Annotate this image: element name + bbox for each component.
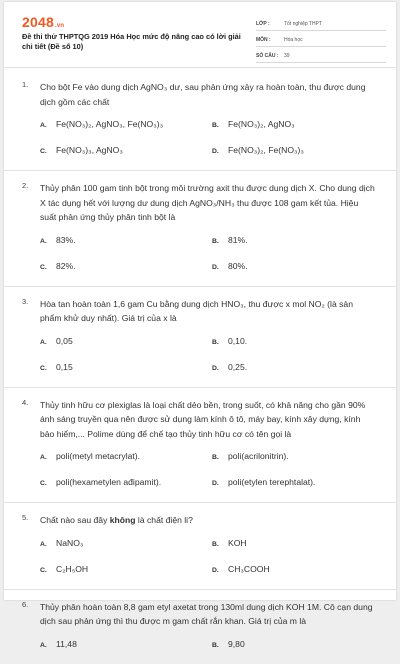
answer-options (40, 537, 376, 589)
option-letter: B. (212, 237, 219, 245)
option-text: CH₃COOH (228, 563, 270, 574)
meta-value: Hóa học (284, 36, 303, 43)
option-letter: B. (212, 641, 219, 649)
option-a[interactable] (40, 234, 208, 248)
meta-row-subject (256, 33, 386, 47)
option-letter: D. (212, 566, 219, 574)
question-4 (4, 398, 396, 503)
option-text: C₂H₅OH (56, 563, 89, 574)
question-text-after: là chất điện li? (135, 515, 193, 525)
option-a[interactable] (40, 537, 208, 551)
exam-title: Đề thi thử THPTQG 2019 Hóa Học mức độ nâng cao có lời giải chi tiết (Đề số 10) (22, 32, 241, 51)
option-letter: D. (212, 364, 219, 372)
question-text (40, 513, 376, 528)
exam-header (4, 2, 396, 64)
option-text: poli(hexametylen ađipamit). (56, 477, 162, 487)
option-letter: A. (40, 237, 47, 245)
question-divider (4, 589, 396, 590)
option-letter: A. (40, 122, 47, 129)
option-b[interactable] (208, 234, 376, 248)
question-number: 4. (22, 397, 29, 407)
meta-key: MÔN : (256, 36, 271, 43)
exam-meta (256, 17, 386, 65)
question-list (4, 80, 396, 664)
question-number: 3. (22, 296, 29, 306)
question-divider (4, 387, 396, 388)
option-text: 0,15 (56, 361, 73, 372)
option-b[interactable] (208, 335, 376, 349)
question-text: Thủy phân 100 gam tinh bột trong môi trường axit thu được dung dịch X. Cho dung dịch X tác dụng hết với lượng dư dung dịch AgNO₃/NH₃ thu được 108 gam kết tủa. Hiệu suất phản ứng thủy phân tinh bột là (40, 183, 375, 222)
option-c[interactable] (40, 144, 208, 158)
option-text: 11,48 (56, 638, 77, 649)
question-text-emphasis: không (109, 515, 136, 525)
meta-key: SỐ CÂU : (256, 52, 279, 59)
option-letter: A. (40, 338, 47, 346)
option-text: Fe(NO₃)₂, AgNO₃ (228, 119, 295, 129)
option-letter: D. (212, 263, 219, 271)
question-text: Cho bột Fe vào dung dịch AgNO₃ dư, sau phản ứng xảy ra hoàn toàn, thu được dung dịch gồm các chất (40, 82, 366, 107)
option-letter: B. (212, 338, 219, 346)
option-c[interactable] (40, 563, 208, 577)
option-text: 0,10. (228, 335, 248, 346)
option-d[interactable] (208, 361, 376, 375)
option-letter: C. (40, 566, 47, 574)
option-text: 81%. (228, 234, 248, 245)
option-d[interactable] (208, 563, 376, 577)
option-text: Fe(NO₃)₃, AgNO₃ (56, 145, 123, 155)
option-c[interactable] (40, 476, 208, 490)
question-text: Thủy phân hoàn toàn 8,8 gam etyl axetat trong 130ml dung dịch KOH 1M. Cô cạn dung dịch sau phản ứng thì thu được m gam chất rắn khan. Giá trị của m là (40, 601, 373, 626)
option-text: 83%. (56, 234, 76, 245)
option-a[interactable] (40, 335, 208, 349)
option-text: 0,25. (228, 361, 248, 372)
option-letter: A. (40, 454, 47, 461)
question-2 (4, 181, 396, 286)
answer-options (40, 335, 376, 387)
option-text: 80%. (228, 260, 248, 271)
question-divider (4, 286, 396, 287)
logo-brand: 2048 (22, 14, 54, 30)
question-number: 6. (22, 599, 29, 609)
option-text: 9,80 (228, 638, 245, 649)
option-a[interactable] (40, 118, 208, 132)
option-text: 82%. (56, 260, 76, 271)
question-divider (4, 502, 396, 503)
option-b[interactable] (208, 537, 376, 551)
question-number: 5. (22, 513, 29, 522)
option-text: 0,05 (56, 335, 73, 346)
option-a[interactable] (40, 450, 208, 464)
option-b[interactable] (208, 450, 376, 464)
meta-row-count (256, 49, 386, 63)
option-letter: A. (40, 641, 47, 649)
question-5 (4, 513, 396, 589)
option-c[interactable] (40, 260, 208, 274)
option-text: KOH (228, 537, 247, 548)
option-a[interactable] (40, 638, 208, 652)
option-letter: C. (40, 364, 47, 372)
option-d[interactable] (208, 476, 376, 490)
question-3 (4, 297, 396, 387)
question-number: 1. (22, 80, 29, 89)
option-letter: B. (212, 122, 219, 129)
option-letter: C. (40, 148, 47, 155)
option-letter: C. (40, 263, 47, 271)
option-text: poli(acrilonitrin). (228, 451, 289, 461)
option-text: Fe(NO₃)₂, Fe(NO₃)₃ (228, 145, 304, 155)
meta-value: 39 (284, 52, 290, 59)
question-text-before: Chất nào sau đây (40, 515, 110, 525)
option-letter: D. (212, 480, 219, 487)
exam-page (4, 2, 396, 649)
option-d[interactable] (208, 260, 376, 274)
option-text: poli(etylen terephtalat). (228, 477, 316, 487)
question-1 (4, 80, 396, 170)
option-text: NaNO₃ (56, 537, 84, 548)
meta-row-class (256, 17, 386, 31)
option-letter: B. (212, 454, 219, 461)
answer-options (40, 638, 376, 664)
meta-value: Tốt nghiệp THPT (284, 20, 322, 27)
header-divider (4, 67, 396, 68)
question-6 (4, 600, 396, 664)
option-letter: C. (40, 480, 47, 487)
answer-options (40, 118, 376, 170)
option-b[interactable] (208, 638, 376, 652)
answer-options (40, 234, 376, 286)
option-letter: B. (212, 540, 219, 548)
logo-suffix: .vn (54, 23, 65, 29)
question-text: Thủy tinh hữu cơ plexiglas là loại chất dẻo bền, trong suốt, có khả năng cho gần 90% ánh sáng truyền qua nên được sử dụng làm kính ô tô, máy bay, kính xây dựng, kính bảo hiểm,... Polime dùng để chế tạo thủy tinh hữu cơ có tên gọi là (40, 399, 366, 439)
question-divider (4, 170, 396, 171)
option-letter: D. (212, 148, 219, 155)
option-letter: A. (40, 540, 47, 548)
question-number: 2. (22, 181, 29, 190)
option-d[interactable] (208, 144, 376, 158)
answer-options (40, 450, 376, 502)
meta-key: LỚP : (256, 20, 270, 27)
site-logo[interactable] (22, 14, 64, 30)
option-text: poli(metyl metacrylat). (56, 451, 141, 461)
option-text: Fe(NO₃)₂, AgNO₃, Fe(NO₃)₃ (56, 119, 164, 129)
question-text: Hòa tan hoàn toàn 1,6 gam Cu bằng dung dịch HNO₃, thu được x mol NO₂ (là sản phẩm khử duy nhất). Giá trị của x là (40, 298, 353, 323)
option-c[interactable] (40, 361, 208, 375)
option-b[interactable] (208, 118, 376, 132)
